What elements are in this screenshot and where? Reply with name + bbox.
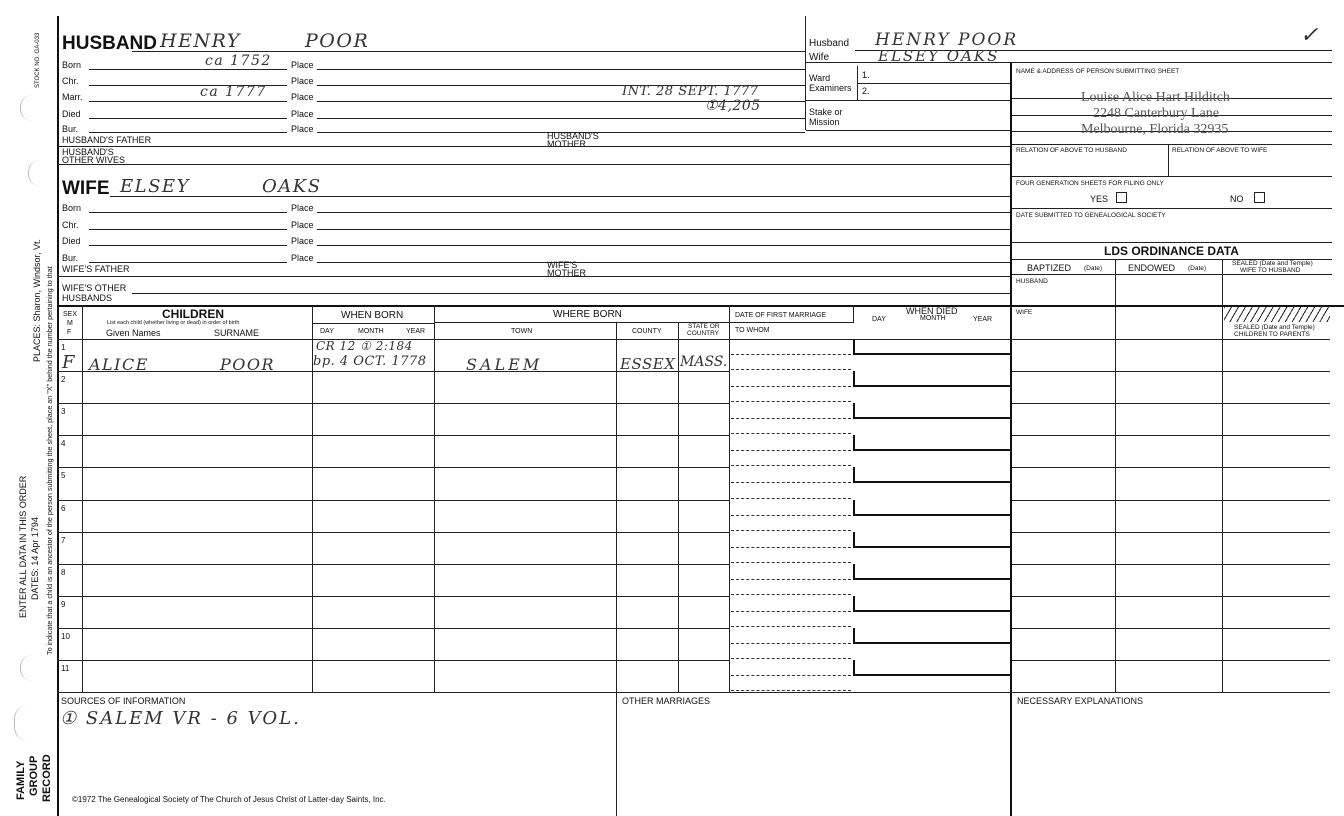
header-bottom-line (58, 339, 1330, 340)
death-date-bracket (853, 403, 1012, 419)
sealed-wife-label-1: SEALED (Date and Temple) (1232, 260, 1313, 267)
wifes-other-husbands-label-2: HUSBANDS (62, 293, 113, 303)
husband-given-name: HENRY (160, 30, 241, 52)
death-date-bracket (853, 500, 1012, 516)
punch-hole-1 (20, 95, 33, 121)
marriage-date-dash (731, 482, 851, 483)
death-date-bracket (853, 628, 1012, 644)
lds-row-line (1012, 532, 1330, 533)
marriage-date-dash (731, 515, 851, 516)
header-sub-line-b (434, 322, 729, 323)
wifes-other-husbands-label-1: WIFE'S OTHER (62, 283, 127, 293)
date-submitted-label: DATE SUBMITTED TO GENEALOGICAL SOCIETY (1016, 212, 1166, 219)
submitter-city: Melbourne, Florida 32935 (1081, 122, 1229, 137)
wife-heading: WIFE (62, 178, 110, 199)
to-whom-label: TO WHOM (735, 327, 770, 334)
children-top-line (58, 305, 1344, 307)
yes-label: YES (1090, 194, 1109, 204)
marriage-date-dash (731, 354, 851, 355)
husband-bur-line (89, 132, 287, 133)
marriage-date-dash (731, 675, 851, 676)
first-marriage-label: DATE OF FIRST MARRIAGE (735, 312, 827, 319)
marriage-spouse-dash (731, 465, 851, 466)
child-row-line (58, 596, 729, 597)
child-1-sex: F (62, 352, 76, 373)
lds-wife-label: WIFE (1016, 309, 1033, 316)
side-dates: DATES: 14 Apr 1794 (30, 517, 40, 600)
child-row-line (58, 564, 729, 565)
wife-born-line (89, 212, 287, 213)
marriage-date-dash (731, 643, 851, 644)
husbands-other-wives-label-1: HUSBAND'S (62, 147, 114, 157)
no-label: NO (1230, 194, 1244, 204)
form-title-3: RECORD (41, 754, 53, 802)
wifes-father-label: WIFE'S FATHER (62, 264, 130, 274)
bottom-divider (616, 692, 617, 816)
lds-divider-2 (1222, 259, 1223, 339)
husband-born-place-label: Place (291, 60, 314, 70)
child-1-surname: POOR (220, 355, 276, 374)
punch-hole-2 (28, 160, 41, 186)
marriage-spouse-dash (731, 658, 851, 659)
form-title-1: FAMILY (15, 760, 27, 800)
lds-row-col-1 (1115, 339, 1116, 692)
punch-hole-4 (14, 705, 29, 741)
child-1-state: MASS. (680, 354, 728, 370)
marriage-spouse-dash (731, 562, 851, 563)
examiner-1: 1. (862, 70, 870, 80)
wife-other-husbands-line (132, 293, 1010, 294)
death-date-bracket (853, 660, 1012, 676)
record-wife-label: Wife (809, 52, 829, 63)
state-label-2: COUNTRY (687, 330, 720, 337)
marriage-date-dash (731, 450, 851, 451)
wife-died-line (89, 245, 287, 246)
husband-born-place-line (317, 69, 805, 70)
relation-bottom-line (1012, 176, 1332, 177)
state-label-1: STATE OR (688, 323, 720, 330)
when-born-label: WHEN BORN (341, 310, 404, 321)
lds-row-line (1012, 660, 1330, 661)
sealed-hatch (1224, 307, 1330, 322)
lds-row-line (1012, 403, 1330, 404)
four-gen-label: FOUR GENERATION SHEETS FOR FILING ONLY (1016, 180, 1164, 187)
yes-checkbox[interactable] (1116, 192, 1127, 203)
county-label: COUNTY (632, 328, 662, 335)
wife-died-place-label: Place (291, 236, 314, 246)
husband-born-value: ca 1752 (205, 53, 272, 69)
lds-row-line (1012, 435, 1330, 436)
ward-label: Ward (809, 73, 831, 83)
marriage-spouse-dash (731, 530, 851, 531)
husband-died-label: Died (62, 109, 81, 119)
other-marriages-label: OTHER MARRIAGES (622, 696, 711, 706)
child-1-town: SALEM (466, 355, 543, 374)
sources-text: ① SALEM VR - 6 VOL. (60, 708, 301, 729)
child-1-born-1: CR 12 ① 2:184 (316, 339, 413, 353)
wife-chr-label: Chr. (62, 220, 79, 230)
record-wife-value: ELSEY OAKS (878, 47, 1000, 65)
death-date-bracket (853, 532, 1012, 548)
husbands-mother-label-1: HUSBAND'S (547, 131, 599, 141)
col-marriage-divider (853, 305, 854, 323)
marriage-spouse-dash (731, 690, 851, 691)
wifes-mother-label-2: MOTHER (547, 268, 586, 278)
born-year-label: YEAR (406, 328, 426, 335)
marriage-spouse-dash (731, 433, 851, 434)
wifes-mother-label-1: WIFE'S (547, 260, 578, 270)
marriage-date-dash (731, 547, 851, 548)
town-label: TOWN (511, 328, 533, 335)
relation-husband-label: RELATION OF ABOVE TO HUSBAND (1016, 147, 1127, 154)
wife-chr-line (89, 229, 287, 230)
death-date-bracket (853, 596, 1012, 612)
given-names-label: Given Names (106, 328, 161, 338)
marriage-spouse-dash (731, 594, 851, 595)
born-month-label: MONTH (358, 328, 384, 335)
submitter-name: Louise Alice Hart Hilditch (1081, 90, 1230, 105)
lds-title: LDS ORDINANCE DATA (1104, 244, 1239, 258)
husbands-mother-label-2: MOTHER (547, 139, 586, 149)
mission-label: Mission (809, 117, 840, 127)
child-number: 1 (61, 343, 66, 352)
death-date-bracket (853, 339, 1012, 355)
wife-born-label: Born (62, 203, 82, 213)
marriage-date-dash (731, 418, 851, 419)
husband-born-label: Born (62, 60, 82, 70)
child-number: 4 (61, 439, 66, 448)
when-died-label: WHEN DIED (906, 306, 958, 316)
side-instruction: To indicate that a child is an ancestor of the person submitting the sheet, place an "X" behind the number pertaining to that (45, 266, 54, 655)
relation-wife-label: RELATION OF ABOVE TO WIFE (1172, 147, 1268, 154)
child-number: 5 (61, 471, 66, 480)
husband-bur-label: Bur. (62, 124, 79, 134)
surname-label: SURNAME (214, 328, 260, 338)
child-number: 2 (61, 375, 66, 384)
sex-m-label: M (67, 320, 73, 327)
child-1-born-2: bp. 4 OCT. 1778 (313, 354, 427, 369)
marriage-date-dash (731, 611, 851, 612)
husband-heading: HUSBAND (62, 33, 157, 54)
header-sub-line-a (312, 323, 434, 324)
child-row-line (58, 500, 729, 501)
four-gen-bottom-line (1012, 208, 1332, 209)
punch-hole-3 (20, 655, 33, 681)
col-sex-divider (82, 305, 83, 692)
baptized-date-label: (Date) (1084, 265, 1103, 272)
child-number: 3 (61, 407, 66, 416)
col-born-divider (434, 305, 435, 692)
lds-row-line (1012, 371, 1330, 372)
child-1-given: ALICE (89, 355, 149, 374)
sex-f-label: F (67, 329, 72, 336)
header-sub-line-c (729, 322, 853, 323)
lds-row-line (1012, 628, 1330, 629)
wife-given-name: ELSEY (120, 176, 190, 197)
husband-chr-label: Chr. (62, 76, 79, 86)
wife-died-place-line (317, 245, 1010, 246)
stake-bottom-line (806, 130, 1010, 131)
husband-born-line (89, 69, 287, 70)
child-number: 9 (61, 600, 66, 609)
lds-divider-1 (1115, 259, 1116, 339)
record-husband-value: HENRY POOR (875, 30, 1019, 50)
copyright: ©1972 The Genealogical Society of The Church of Jesus Christ of Latter-day Saints, Inc. (72, 795, 386, 804)
lds-row-line (1012, 500, 1330, 501)
form-title-2: GROUP (28, 755, 40, 796)
child-row-line (58, 628, 729, 629)
sealed-wife-label-2: WIFE TO HUSBAND (1240, 267, 1301, 274)
died-day-label: DAY (872, 316, 886, 323)
lds-row-line (1012, 467, 1330, 468)
marriage-date-dash (731, 579, 851, 580)
side-places: PLACES: Sharon, Windsor, Vt. (32, 238, 42, 362)
husband-marr-value: ca 1777 (200, 84, 267, 100)
husband-marr-place-label: Place (291, 92, 314, 102)
submitter-street: 2248 Canterbury Lane (1093, 106, 1219, 121)
wife-chr-place-label: Place (291, 220, 314, 230)
no-checkbox[interactable] (1254, 192, 1265, 203)
examiners-label: Examiners (809, 83, 852, 93)
child-row-line (58, 467, 729, 468)
children-note: List each child (whether living or dead) in order of birth (107, 320, 240, 326)
lds-row-col-2 (1222, 339, 1223, 692)
wife-bur-place-label: Place (291, 253, 314, 263)
child-number: 6 (61, 504, 66, 513)
husbands-father-label: HUSBAND'S FATHER (62, 135, 152, 145)
marriage-spouse-dash (731, 369, 851, 370)
husband-other-wives-line (58, 164, 1010, 165)
wife-died-label: Died (62, 236, 81, 246)
husband-died-line (89, 118, 287, 119)
wife-born-place-label: Place (291, 203, 314, 213)
child-row-line (58, 403, 729, 404)
child-row-line (58, 435, 729, 436)
child-number: 11 (61, 664, 70, 673)
ward-bottom-line (806, 100, 1010, 101)
death-date-bracket (853, 467, 1012, 483)
stock-number: STOCK NO. GA-033 (35, 32, 41, 88)
baptized-label: BAPTIZED (1027, 263, 1072, 273)
wife-chr-place-line (317, 229, 1010, 230)
husband-marr-label: Marr. (62, 92, 83, 102)
marriage-place-value: INT. 28 SEPT. 1777 (622, 84, 759, 99)
bottom-section-top (58, 692, 1330, 693)
died-month-label: MONTH (920, 315, 946, 322)
sources-label: SOURCES OF INFORMATION (61, 696, 186, 706)
wife-surname: OAKS (262, 176, 322, 197)
wife-born-place-line (317, 212, 1010, 213)
husband-surname: POOR (305, 30, 370, 52)
marriage-spouse-dash (731, 401, 851, 402)
endowed-date-label: (Date) (1188, 265, 1207, 272)
sealed-children-label-1: SEALED (Date and Temple) (1234, 324, 1315, 331)
submitter-bottom-line (1012, 144, 1332, 145)
child-number: 7 (61, 536, 66, 545)
child-number: 10 (61, 632, 70, 641)
husband-died-place-line (317, 118, 805, 119)
husband-died-place-label: Place (291, 109, 314, 119)
wife-bur-place-line (317, 262, 1010, 263)
main-left-border (57, 16, 59, 816)
lds-husband-label: HUSBAND (1016, 278, 1048, 285)
date-submitted-bottom-line (1012, 242, 1332, 243)
side-enter-order: ENTER ALL DATA IN THIS ORDER (18, 475, 28, 618)
died-year-label: YEAR (973, 316, 993, 323)
death-date-bracket (853, 564, 1012, 580)
sex-label: SEX (63, 311, 78, 318)
wife-bur-label: Bur. (62, 253, 79, 263)
wife-name-line (110, 196, 1010, 197)
col-town-divider (616, 323, 617, 692)
wifes-parents-line (58, 276, 1010, 277)
examiner-2: 2. (862, 86, 870, 96)
where-born-label: WHERE BORN (553, 309, 622, 320)
marriage-date-dash (731, 386, 851, 387)
marriage-spouse-dash (731, 498, 851, 499)
husbands-parents-line (58, 146, 1010, 147)
child-1-county: ESSEX (620, 355, 676, 373)
record-husband-label: Husband (809, 38, 850, 49)
col-county-divider (678, 323, 679, 692)
top-divider (805, 16, 806, 130)
necessary-explanations-label: NECESSARY EXPLANATIONS (1017, 696, 1144, 706)
husband-chr-place-label: Place (291, 76, 314, 86)
endowed-label: ENDOWED (1128, 263, 1175, 273)
children-label: CHILDREN (162, 307, 224, 321)
lds-row-line (1012, 564, 1330, 565)
death-date-bracket (853, 371, 1012, 387)
child-row-line (58, 660, 729, 661)
husbands-other-wives-label-2: OTHER WIVES (62, 155, 126, 165)
submitter-heading: NAME & ADDRESS OF PERSON SUBMITTING SHEET (1016, 68, 1180, 75)
marriage-source-ref: ①4,205 (705, 98, 761, 114)
lds-header-line (1012, 274, 1332, 275)
stake-label: Stake or (809, 107, 843, 117)
wife-bur-line (89, 262, 287, 263)
check-mark: ✓ (1300, 23, 1320, 48)
relation-divider (1168, 144, 1169, 176)
death-date-bracket (853, 435, 1012, 451)
examiner-mid-line (857, 83, 1010, 84)
husband-marr-line (89, 101, 287, 102)
born-day-label: DAY (320, 328, 334, 335)
sealed-children-label-2: CHILDREN TO PARENTS (1234, 331, 1310, 338)
child-number: 8 (61, 568, 66, 577)
col-state-divider (729, 305, 730, 692)
lds-row-line (1012, 596, 1330, 597)
marriage-spouse-dash (731, 626, 851, 627)
child-row-line (58, 532, 729, 533)
husband-bur-place-label: Place (291, 124, 314, 134)
